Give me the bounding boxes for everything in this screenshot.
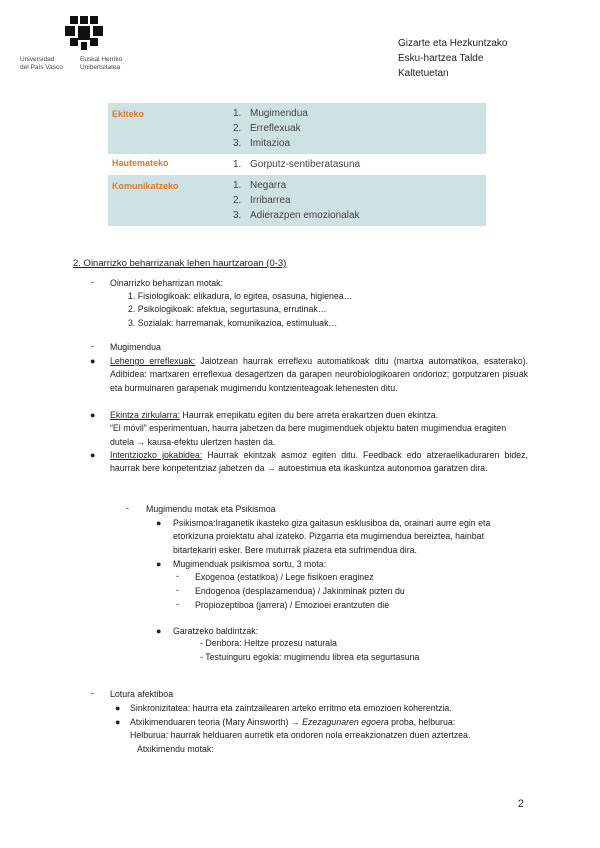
s3-type-3: Propiozeptiboa (jarrera) / Emozioei erantzuten die xyxy=(195,600,390,610)
dash-bullet: - xyxy=(176,585,179,595)
header-line: Esku-hartzea Talde xyxy=(398,53,484,64)
bullet-dot: ● xyxy=(156,518,162,528)
table-row xyxy=(108,175,486,226)
dash-bullet: - xyxy=(126,503,129,513)
row-items: 1. Negarra 2. Irribarrea 3. Adierazpen emozionalak xyxy=(233,180,360,221)
s3-condition-2: - Testuinguru egokia: mugimendu librea eta segurtasuna xyxy=(200,652,420,662)
s2-title: Mugimendua xyxy=(110,342,161,352)
table-row xyxy=(108,103,486,154)
row-key: Komunikatzeko xyxy=(112,181,179,191)
header-line: Kaltetuetan xyxy=(398,68,449,79)
dash-bullet: - xyxy=(176,599,179,609)
row-key: Ekiteko xyxy=(112,109,145,119)
row-items: 1. Mugimendua 2. Erreflexuak 3. Imitazioa xyxy=(233,108,308,149)
s3-types: Mugimenduak psikismoa sortu, 3 mota: xyxy=(173,559,327,569)
logo-text-es: Universidad del País Vasco xyxy=(20,56,63,71)
s4-sync: Sinkronizitatea: haurra eta zaintzailearen arteko erritmo eta emozioen koherentzia. xyxy=(130,703,452,713)
list-item: 1. Fisiologikoak: elikadura, lo egitea, osasuna, higienea… xyxy=(128,291,353,301)
s2-intentional: Intentziozko jokabidea: Haurrak ekintzak asmoz egiten ditu. Feedback edo atzeraelikaduraren bidez, haurrak bere konpetentziaz jabetzen da → autoestimua eta ikaskuntza autonomoa garatzen dira. xyxy=(110,450,528,474)
bullet-dot: ● xyxy=(90,356,96,366)
s4-title: Lotura afektiboa xyxy=(110,689,174,699)
row-items: 1. Gorputz-sentiberatasuna xyxy=(233,159,361,170)
s1-title: Oinarrizko beharrizan motak: xyxy=(110,278,223,288)
bullet-dot: ● xyxy=(156,559,162,569)
s1-list xyxy=(128,290,352,330)
s3-psychism: Psikismoa:Iraganetik ikasteko giza gaitasun esklusiboa da, orainari aurre egin eta etorkizuna proiektatu ahal izateko. Pizgarria eta mugimendua bereiztea, hainbat bitartekariri esker. Bere muturrak plazera eta sufrimendua dira. xyxy=(173,518,491,555)
s3-title: Mugimendu motak eta Psikismoa xyxy=(146,504,276,514)
bullet-dot: ● xyxy=(156,626,162,636)
list-item: 3. Sozialak: harremanak, komunikazioa, estimuluak… xyxy=(128,317,338,328)
s4-attachment: Atxikimenduaren teoria (Mary Ainsworth) → Ezezagunaren egoera proba, helburua: Helburua: haurrak helduaren aurretik eta ondoren nola erreakzionatzen duen aztertzea. Atxikimendu motak: xyxy=(130,717,471,754)
s3-condition-1: - Denbora: Heltze prozesu naturala xyxy=(200,638,337,648)
s3-type-1: Exogenoa (estatikoa) / Lege fisikoen eraginez xyxy=(195,572,374,582)
bullet-dot: ● xyxy=(90,450,96,460)
s2-circular: Ekintza zirkularra: Haurrak errepikatu egiten du bere arreta erakartzen duen ekintza. “El móvil” esperimentuan, haurra jabetzen da bere mugimenduek objektu baten mugimendua eragiten dutela → kausa-efektu ulertzen hasten da. xyxy=(110,410,507,447)
dash-bullet: - xyxy=(91,277,94,287)
section-title: 2. Oinarrizko beharrizanak lehen haurtzaroan (0-3) xyxy=(73,258,287,269)
s2-reflexes: Lehengo erreflexuak: Jaiotzean haurrak erreflexu automatikoak ditu (martxa automatikoa, esaterako). Adibidea: martxaren erreflexua desagertzen da garapen neurobiologikoaren ondorioz; gorputzaren pisuak eta burmuinaren garapenak mugimendu kontzienteagoak lehenesten ditu. xyxy=(110,356,528,393)
dash-bullet: - xyxy=(91,341,94,351)
bullet-dot: ● xyxy=(115,717,121,727)
header-line: Gizarte eta Hezkuntzako xyxy=(398,38,508,49)
row-key: Hautemateko xyxy=(112,158,169,168)
page-number: 2 xyxy=(517,798,524,810)
header-department xyxy=(398,36,508,81)
list-item: 2. Psikologikoak: afektua, segurtasuna, errutinak… xyxy=(128,304,327,315)
s3-conditions: Garatzeko baldintzak: xyxy=(173,626,259,636)
table-row xyxy=(108,154,486,175)
ehu-emblem-icon xyxy=(60,14,110,54)
dash-bullet: - xyxy=(91,688,94,698)
university-logo xyxy=(20,14,140,76)
skills-table xyxy=(108,103,486,226)
bullet-dot: ● xyxy=(115,703,121,713)
bullet-dot: ● xyxy=(90,410,96,420)
logo-text-eu: Euskal Herriko Unibertsitatea xyxy=(80,56,123,71)
dash-bullet: - xyxy=(176,571,179,581)
s3-type-2: Endogenoa (desplazamendua) / Jakinminak pizten du xyxy=(195,586,405,596)
